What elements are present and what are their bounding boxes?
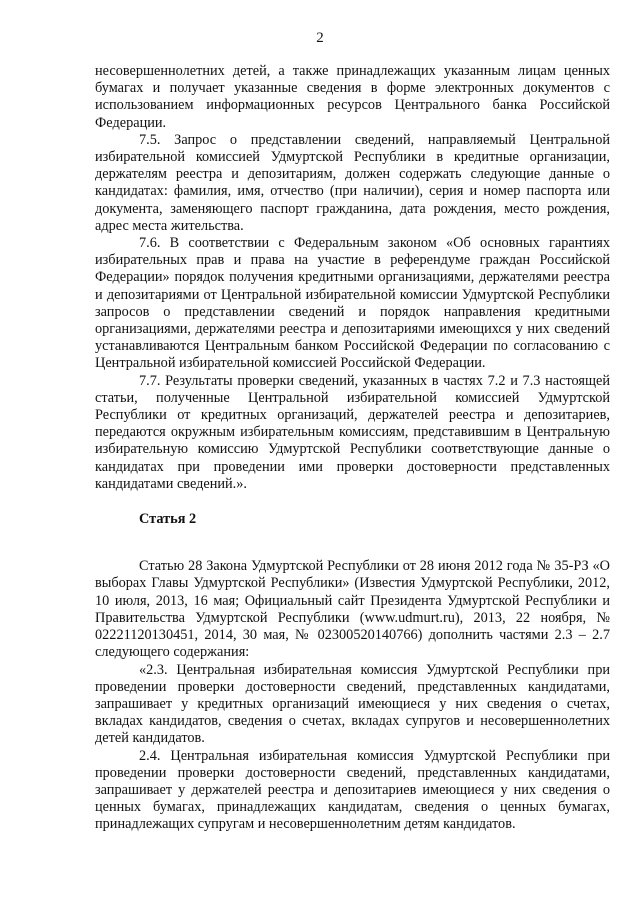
paragraph-2-3: «2.3. Центральная избирательная комиссия Удмуртской Республики при проведении проверки достоверности сведений, представленных кандидатами, запрашивает у кредитных организаций имеющиеся у них сведения о счетах, вкладах кандидатов, сведения о счетах, вкладах супругов и несовершеннолетних детей кандидатов. (95, 661, 610, 747)
document-body (95, 63, 610, 834)
paragraph-7-5: 7.5. Запрос о представлении сведений, направляемый Центральной избирательной комиссией Удмуртской Республики в кредитные организации, держателям реестра и депозитариям, должен содержать следующие данные о кандидатах: фамилия, имя, отчество (при наличии), серия и номер паспорта или документа, заменяющего паспорт гражданина, дата рождения, место рождения, адрес места жительства. (95, 131, 610, 234)
paragraph-article-intro: Статью 28 Закона Удмуртской Республики от 28 июня 2012 года № 35-РЗ «О выборах Главы Удмуртской Республики» (Известия Удмуртской Республики, 2012, 10 июля, 2013, 16 мая; Официальный сайт Президента Удмуртской Республики и Правительства Удмуртской Республики (www.udmurt.ru), 2013, 22 ноября, № 02221120130451, 2014, 30 мая, № 02300520140766) дополнить частями 2.3 – 2.7 следующего содержания: (95, 558, 610, 661)
paragraph-continuation: несовершеннолетних детей, а также принадлежащих указанным лицам ценных бумагах и получает указанные сведения в форме электронных документов с использованием информационных ресурсов Центрального банка Российской Федерации. (95, 63, 610, 131)
paragraph-7-6: 7.6. В соответствии с Федеральным законом «Об основных гарантиях избирательных прав и права на участие в референдуме граждан Российской Федерации» порядок получения кредитными организациями, держателями реестра и депозитариями от Центральной избирательной комиссии Удмуртской Республики запросов о представлении сведений и порядок направления кредитными организациями, держателями реестра и депозитариями имеющихся у них сведений устанавливаются Центральным банком Российской Федерации по согласованию с Центральной избирательной комиссией Российской Федерации. (95, 235, 610, 372)
paragraph-7-7: 7.7. Результаты проверки сведений, указанных в частях 7.2 и 7.3 настоящей статьи, полученные Центральной избирательной комиссией Удмуртской Республики от кредитных организаций, держателей реестра и депозитариев, передаются окружным избирательным комиссиям, представившим в Центральную избирательную комиссию Удмуртской Республики соответствующие данные о кандидатах при проведении ими проверки достоверности представленных кандидатами сведений.». (95, 372, 610, 492)
paragraph-2-4: 2.4. Центральная избирательная комиссия Удмуртской Республики при проведении проверки достоверности сведений, представленных кандидатами, запрашивает у держателей реестра и депозитариев имеющиеся у них сведения о ценных бумагах, принадлежащих кандидатам, сведения о ценных бумагах, принадлежащих супругам и несовершеннолетним детям кандидатов. (95, 747, 610, 833)
page-number: 2 (316, 30, 324, 46)
article-heading: Статья 2 (139, 511, 197, 528)
